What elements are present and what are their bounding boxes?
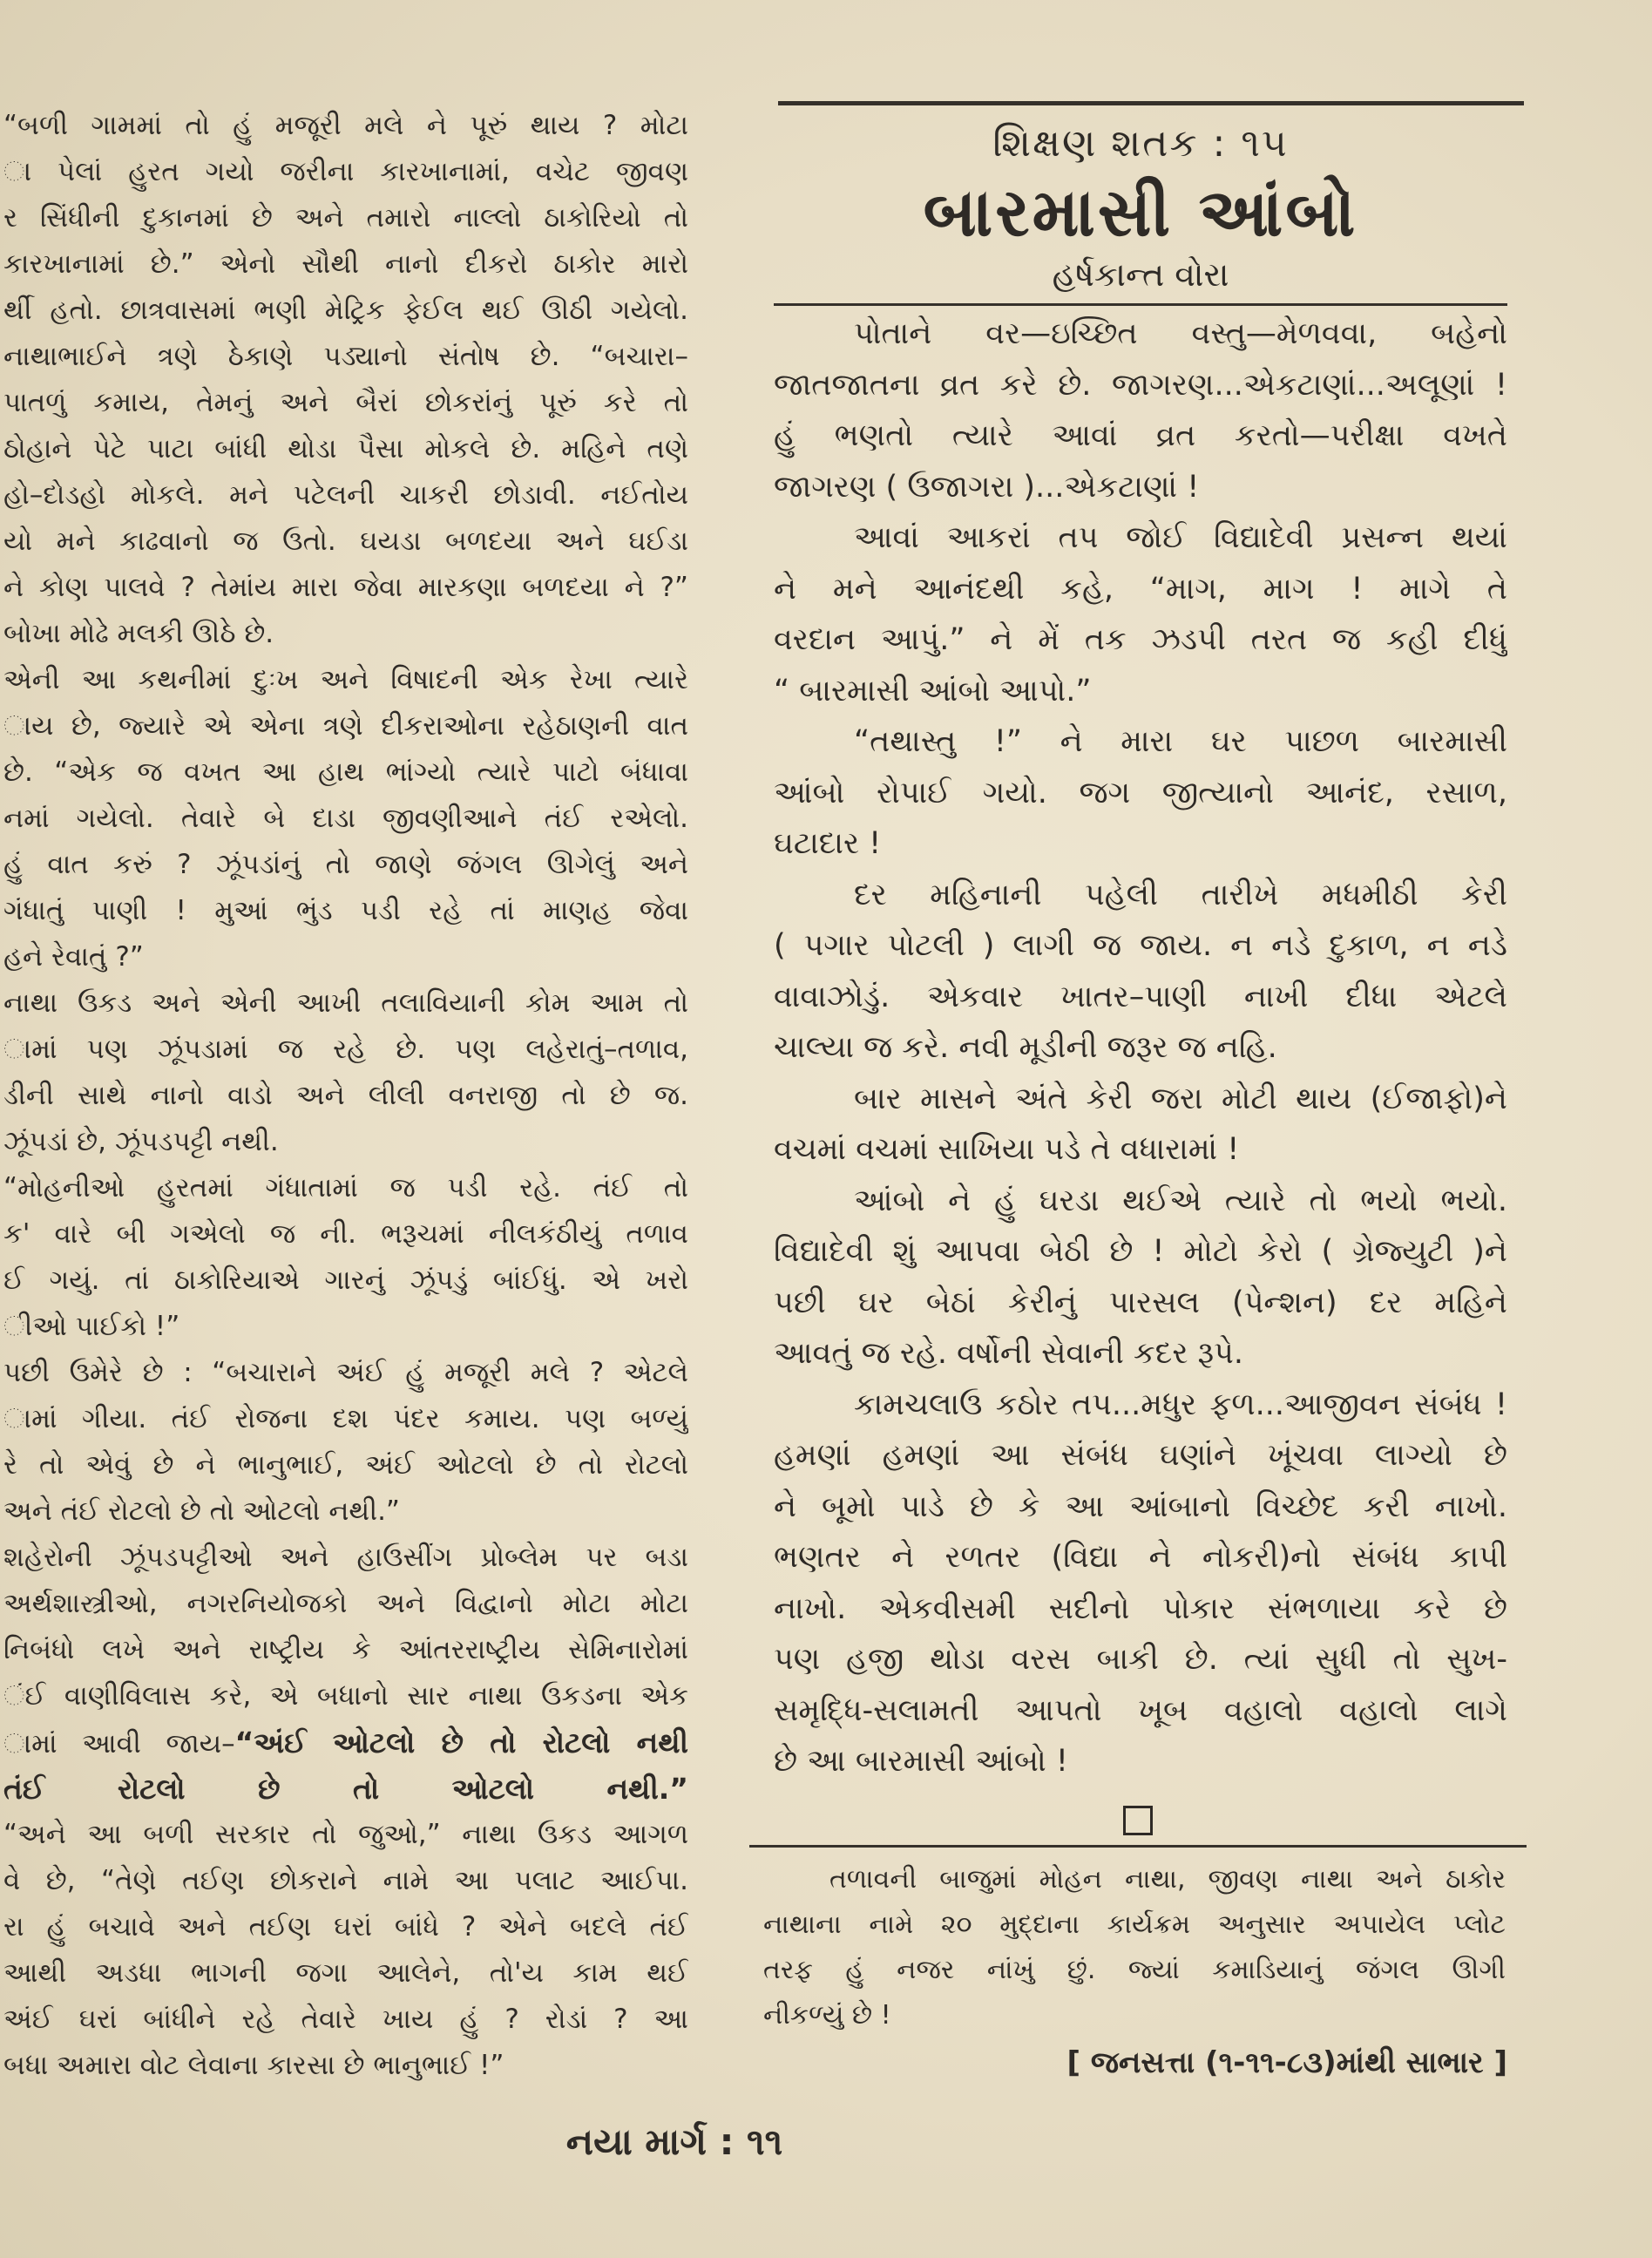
left-column-line: રે તો એવું છે ને ભાનુભાઈ, અંઈ ઓટલો છે તો રોટલો xyxy=(3,1449,688,1481)
article-line: હમણાં હમણાં આ સંબંધ ઘણાંને ખૂંચવા લાગ્યો છે xyxy=(774,1438,1507,1473)
article-paragraph xyxy=(774,1074,1507,1176)
article-line: આવાં આકરાં તપ જોઈ વિદ્યાદેવી પ્રસન્ન થયાં xyxy=(854,520,1507,555)
left-column-line: બોખા મોઢે મલકી ઊઠે છે. xyxy=(3,618,274,649)
article-line: સમૃદ્ધિ-સલામતી આપતો ખૂબ વહાલો વહાલો લાગે xyxy=(774,1692,1507,1728)
left-column-line: “અને આ બળી સરકાર તો જુઓ,” નાથા ઉકડ આગળ xyxy=(3,1819,688,1850)
left-column-line: હું વાત કરું ? ઝૂંપડાંનું તો જાણે જંગલ ઊગેલું અને xyxy=(3,849,688,880)
left-column-line: પછી ઉમેરે છે : “બચારાને અંઈ હું મજૂરી મલે ? એટલે xyxy=(3,1357,688,1388)
article-paragraph xyxy=(774,309,1507,512)
left-column-line: ંઈ વાણીવિલાસ કરે, એ બધાનો સાર નાથા ઉકડના એક xyxy=(3,1680,688,1712)
left-column-line: ક' વારે બી ગએલો જ ની. ભરૂચમાં નીલકંઠીયું તળાવ xyxy=(3,1218,688,1250)
left-column-line: એની આ કથનીમાં દુઃખ અને વિષાદની એક રેખા ત્યારે xyxy=(3,664,688,695)
left-column-line: ઝૂંપડાં છે, ઝૂંપડપટ્ટી નથી. xyxy=(3,1126,279,1157)
quoted-highlight: “અંઈ ઓટલો છે તો રોટલો નથી xyxy=(234,1726,688,1760)
left-column-line: નાથા ઉકડ અને એની આખી તલાવિયાની કોમ આમ તો xyxy=(3,987,688,1019)
article-line: જાગરણ ( ઉજાગરા )...એકટાણાં ! xyxy=(774,469,1200,505)
quoted-highlight: તંઈ રોટલો છે તો ઓટલો નથી.” xyxy=(3,1772,688,1806)
article-line: ચાલ્યા જ કરે. નવી મૂડીની જરૂર જ નહિ. xyxy=(774,1030,1277,1065)
highlight-lead-text: ામાં આવી જાય– xyxy=(3,1728,235,1760)
left-column-line: ર્થી હતો. છાત્રવાસમાં ભણી મેટ્રિક ફેઈલ થઈ ઊઠી ગયેલો. xyxy=(3,295,688,326)
article-line: પોતાને વર—ઇચ્છિત વસ્તુ—મેળવવા, બહેનો xyxy=(854,316,1507,351)
article-line: ભણતર ને રળતર (વિદ્યા ને નોકરી)નો સંબંધ કાપી xyxy=(774,1540,1507,1575)
article-line: ને મને આનંદથી કહે, “માગ, માગ ! માગે તે xyxy=(774,571,1507,607)
article-line: ( પગાર પોટલી ) લાગી જ જાય. ન નડે દુકાળ, ન નડે xyxy=(774,928,1507,963)
article-line: બાર માસને અંતે કેરી જરા મોટી થાય (ઈજાફો)ને xyxy=(854,1081,1507,1116)
article-line: નાખો. એકવીસમી સદીનો પોકાર સંભળાયા કરે છે xyxy=(774,1590,1507,1626)
left-column-line: ર સિંધીની દુકાનમાં છે અને તમારો નાલ્લો ઠાકોરિયો તો xyxy=(3,202,688,234)
left-column-line: યો મને કાઢવાનો જ ઉતો. ઘયડા બળદયા અને ઘઈડા xyxy=(3,526,688,557)
section-label: શિક્ષણ શતક : ૧૫ xyxy=(992,121,1289,166)
left-column-line: અંઈ ઘરાં બાંધીને રહે તેવારે ખાય હું ? રોડાં ? આ xyxy=(3,2004,688,2035)
author-name: હર્ષકાન્ત વોરા xyxy=(1052,255,1229,294)
left-column-line: હો–દોડહો મોકલે. મને પટેલની ચાકરી છોડાવી. નઈતોય xyxy=(3,479,688,511)
left-column-line: ા પેલાં હુરત ગયો જરીના કારખાનામાં, વચેટ જીવણ xyxy=(3,156,688,187)
article-line: છે આ બારમાસી આંબો ! xyxy=(774,1744,1068,1779)
left-column-line: ામાં પણ ઝૂંપડામાં જ રહે છે. પણ લહેરાતું–તળાવ, xyxy=(3,1034,688,1065)
left-column-line xyxy=(3,1719,688,1766)
note-line: નાથાના નામે ૨૦ મુદ્દાના કાર્યક્રમ અનુસાર અપાયેલ પ્લોટ xyxy=(763,1909,1506,1940)
left-column-line: ગંધાતું પાણી ! મુઆં ભુંડ પડી રહે તાં માણહ જેવા xyxy=(3,895,688,926)
left-column-line: છે. “એક જ વખત આ હાથ ભાંગ્યો ત્યારે પાટો બંધાવા xyxy=(3,756,688,788)
article-line: ને બૂમો પાડે છે કે આ આંબાનો વિચ્છેદ કરી નાખો. xyxy=(774,1488,1507,1524)
left-column-line: ડીની સાથે નાનો વાડો અને લીલી વનરાજી તો છે જ. xyxy=(3,1080,688,1111)
source-credit: [ જનસત્તા (૧-૧૧-૮૩)માંથી સાભાર ] xyxy=(1066,2045,1507,2080)
left-column-line: બધા અમારા વોટ લેવાના કારસા છે ભાનુભાઈ !” xyxy=(3,2050,504,2081)
note-line: તરફ હું નજર નાંખું છું. જ્યાં કમાડિયાનું જંગલ ઊગી xyxy=(763,1955,1506,1985)
article-title: બારમાસી આંબો xyxy=(923,173,1358,251)
left-column-line: ીઓ પાઈકો !” xyxy=(3,1311,180,1342)
article-line: પણ હજી થોડા વરસ બાકી છે. ત્યાં સુધી તો સુખ- xyxy=(774,1642,1507,1677)
article-line: “ બારમાસી આંબો આપો.” xyxy=(774,673,1092,709)
left-column-line: કારખાનામાં છે.” એનો સૌથી નાનો દીકરો ઠાકોર મારો xyxy=(3,248,688,280)
left-column-line: નિબંધો લખે અને રાષ્ટ્રીય કે આંતરરાષ્ટ્રીય સેમિનારોમાં xyxy=(3,1634,688,1665)
article-paragraph xyxy=(774,1380,1507,1787)
end-of-article-square xyxy=(1123,1806,1153,1835)
left-column-line: વે છે, “તેણે તઈણ છોકરાને નામે આ પલાટ આઈપા. xyxy=(3,1865,688,1896)
left-column-line: પાતળું કમાય, તેમનું અને બૈરાં છોકરાંનું પૂરું કરે તો xyxy=(3,387,688,418)
article-line: “તથાસ્તુ !” ને મારા ઘર પાછળ બારમાસી xyxy=(854,724,1507,759)
left-column-line: ઠોહાને પેટે પાટા બાંધી થોડા પૈસા મોકલે છે. મહિને તણે xyxy=(3,433,688,464)
header-rule xyxy=(778,101,1524,105)
left-column-line: ાય છે, જ્યારે એ એના ત્રણે દીકરાઓના રહેઠાણની વાત xyxy=(3,710,688,742)
left-column xyxy=(3,103,688,2089)
article-line: કામચલાઉ કઠોર તપ...મધુર ફળ...આજીવન સંબંધ ! xyxy=(854,1387,1507,1422)
left-column-line: “બળી ગામમાં તો હું મજૂરી મલે ને પૂરું થાય ? મોટા xyxy=(3,110,688,141)
left-column-line: નમાં ગયેલો. તેવારે બે દાડા જીવણીઆને તંઈ રએલો. xyxy=(3,803,688,834)
note-rule xyxy=(749,1845,1527,1848)
left-column-line: હને રેવાતું ?” xyxy=(3,941,144,973)
left-column-line: ને કોણ પાલવે ? તેમાંય મારા જેવા મારકણા બળદયા ને ?” xyxy=(3,572,688,603)
article-body xyxy=(774,309,1507,1787)
left-column-line: “મોહનીઓ હુરતમાં ગંધાતામાં જ પડી રહે. તંઈ તો xyxy=(3,1172,688,1204)
article-paragraph xyxy=(774,870,1507,1074)
article-line: જાતજાતના વ્રત કરે છે. જાગરણ...એકટાણાં...અલૂણાં ! xyxy=(774,367,1507,403)
left-column-line: અને તંઈ રોટલો છે તો ઓટલો નથી.” xyxy=(3,1495,400,1527)
article-line: આવતું જ રહે. વર્ષોની સેવાની કદર રૂપે. xyxy=(774,1336,1243,1371)
article-line: હું ભણતો ત્યારે આવાં વ્રત કરતો—પરીક્ષા વખતે xyxy=(774,418,1507,453)
left-column-line: આથી અડધા ભાગની જગા આલેને, તો'ય કામ થઈ xyxy=(3,1957,688,1989)
left-column-line: નાથાભાઈને ત્રણે ઠેકાણે પડ્યાનો સંતોષ છે. “બચારા– xyxy=(3,341,688,372)
left-column-line: ઈ ગયું. તાં ઠાકોરિયાએ ગારનું ઝૂંપડું બાંઈધું. એ ખરો xyxy=(3,1265,688,1296)
left-column-line: અર્થશાસ્ત્રીઓ, નગરનિયોજકો અને વિદ્વાનો મોટા મોટા xyxy=(3,1588,688,1619)
article-line: વરદાન આપું.” ને મેં તક ઝડપી તરત જ કહી દીધું xyxy=(774,622,1507,657)
article-paragraph xyxy=(774,512,1507,716)
article-line: આંબો રોપાઈ ગયો. જગ જીત્યાનો આનંદ, રસાળ, xyxy=(774,775,1507,810)
article-line: આંબો ને હું ઘરડા થઈએ ત્યારે તો ભયો ભયો. xyxy=(854,1183,1507,1218)
article-line: ઘટાદાર ! xyxy=(774,826,882,861)
article-line: વાવાઝોડું. એકવાર ખાતર–પાણી નાખી દીધા એટલે xyxy=(774,979,1507,1014)
article-line: વચમાં વચમાં સાખિયા પડે તે વધારામાં ! xyxy=(774,1132,1240,1167)
article-paragraph xyxy=(774,1176,1507,1380)
note-line: નીકળ્યું છે ! xyxy=(763,2000,891,2031)
left-column-line: ામાં ગીયા. તંઈ રોજના દશ પંદર કમાય. પણ બળ્યું xyxy=(3,1403,688,1434)
left-column-line: શહેરોની ઝૂંપડપટ્ટીઓ અને હાઉસીંગ પ્રોબ્લેમ પર બડા xyxy=(3,1542,688,1573)
article-line: પછી ઘર બેઠાં કેરીનું પારસલ (પેન્શન) દર મહિને xyxy=(774,1285,1507,1320)
byline-rule xyxy=(774,303,1507,306)
left-column-line: રા હું બચાવે અને તઈણ ઘરાં બાંધે ? એને બદલે તંઈ xyxy=(3,1911,688,1943)
article-line: વિદ્યાદેવી શું આપવા બેઠી છે ! મોટો કેરો ( ગ્રેજ્યુટી )ને xyxy=(774,1234,1507,1269)
editor-note xyxy=(763,1857,1506,2038)
note-line: તળાવની બાજુમાં મોહન નાથા, જીવણ નાથા અને ઠાકોર xyxy=(829,1864,1506,1895)
article-line: દર મહિનાની પહેલી તારીખે મધમીઠી કેરી xyxy=(854,877,1507,912)
article-paragraph xyxy=(774,716,1507,870)
page-footer: નયા માર્ગ : ૧૧ xyxy=(565,2120,783,2163)
